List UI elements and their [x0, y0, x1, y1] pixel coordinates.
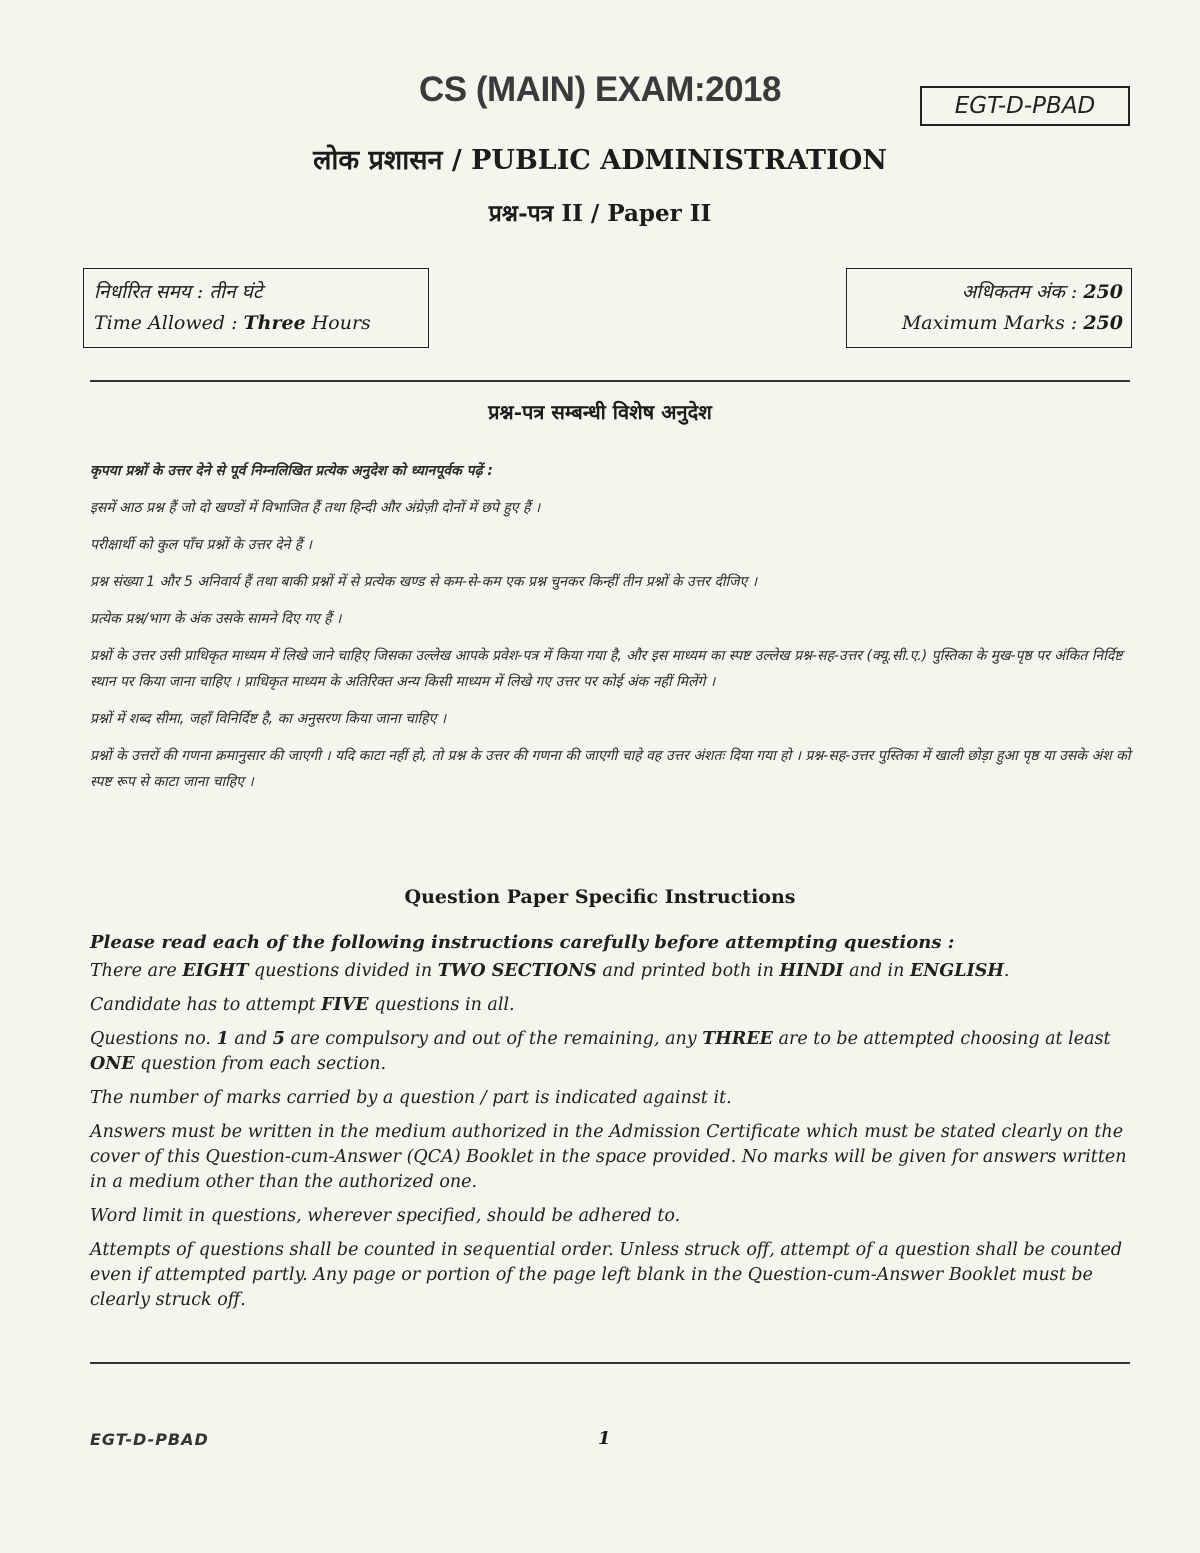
text: .: [1003, 961, 1010, 981]
maximum-marks-hindi: [855, 277, 1123, 308]
time-allowed-box: [83, 268, 429, 348]
text: questions in all.: [368, 995, 515, 1015]
maximum-marks-english: [855, 308, 1123, 339]
time-allowed-prefix: Time Allowed :: [94, 312, 244, 334]
marks-hindi-value: 250: [1083, 281, 1123, 303]
hindi-item: इसमें आठ प्रश्न हैं जो दो खण्डों में विभाजित हैं तथा हिन्दी और अंग्रेज़ी दोनों में छपे हुए हैं ।: [90, 500, 541, 516]
english-lead: Please read each of the following instructions carefully before attempting questions :: [90, 932, 955, 953]
hindi-instructions: [90, 458, 1135, 806]
english-item-5: Answers must be written in the medium authorized in the Admission Certificate which must be stated clearly on the cover of this Question-cum-Answer (QCA) Booklet in the space provided. No marks will be given for answers written in a medium other than the authorized one.: [90, 1122, 1127, 1192]
bottom-divider: [90, 1362, 1130, 1364]
page-number: 1: [598, 1428, 611, 1449]
hindi-item: प्रत्येक प्रश्न/भाग के अंक उसके सामने दिए गए हैं ।: [90, 611, 342, 627]
english-item-4: The number of marks carried by a question / part is indicated against it.: [90, 1088, 732, 1108]
text: and printed both in: [596, 961, 780, 981]
paper-code-box: EGT-D-PBAD: [920, 86, 1130, 126]
hindi-item: प्रश्नों में शब्द सीमा, जहाँ विनिर्दिष्ट है, का अनुसरण किया जाना चाहिए ।: [90, 711, 447, 727]
emphasis: 5: [272, 1029, 285, 1049]
emphasis: ONE: [90, 1054, 135, 1074]
footer-paper-code: EGT-D-PBAD: [90, 1430, 209, 1449]
emphasis: THREE: [702, 1029, 774, 1049]
time-allowed-suffix: Hours: [305, 312, 371, 334]
marks-english-label: Maximum Marks :: [901, 312, 1084, 334]
hindi-instructions-heading: प्रश्न-पत्र सम्बन्धी विशेष अनुदेश: [488, 400, 712, 424]
hindi-item: प्रश्नों के उत्तरों की गणना क्रमानुसार की जाएगी । यदि काटा नहीं हो, तो प्रश्न के उत्तर की गणना की जाएगी चाहे वह उत्तर अंशतः दिया गया हो । प्रश्न-सह-उत्तर पुस्तिका में खाली छोड़ा हुआ पृष्ठ या उसके अंश को स्पष्ट रूप से काटा जाना चाहिए ।: [90, 748, 1131, 790]
exam-title: CS (MAIN) EXAM:2018: [419, 70, 781, 109]
text: Candidate has to attempt: [90, 995, 322, 1015]
english-item-6: Word limit in questions, wherever specified, should be adhered to.: [90, 1206, 681, 1226]
hindi-item: प्रश्नों के उत्तर उसी प्राधिकृत माध्यम में लिखे जाने चाहिए जिसका उल्लेख आपके प्रवेश-पत्र में किया गया है, और इस माध्यम का स्पष्ट उल्लेख प्रश्न-सह-उत्तर (क्यू.सी.ए.) पुस्तिका के मुख-पृष्ठ पर अंकित निर्दिष्ट स्थान पर किया जाना चाहिए । प्राधिकृत माध्यम के अतिरिक्त अन्य किसी माध्यम में लिखे गए उत्तर पर कोई अंक नहीं मिलेंगे ।: [90, 648, 1123, 690]
text: are compulsory and out of the remaining, any: [284, 1029, 703, 1049]
emphasis: TWO SECTIONS: [437, 961, 597, 981]
english-item-2: [90, 993, 1135, 1018]
english-item-3: [90, 1027, 1135, 1077]
maximum-marks-box: [846, 268, 1132, 348]
text: question from each section.: [134, 1054, 387, 1074]
hindi-lead: कृपया प्रश्नों के उत्तर देने से पूर्व निम्नलिखित प्रत्येक अनुदेश को ध्यानपूर्वक पढ़ें :: [90, 463, 493, 479]
emphasis: HINDI: [779, 961, 844, 981]
hindi-item: प्रश्न संख्या 1 और 5 अनिवार्य हैं तथा बाकी प्रश्नों में से प्रत्येक खण्ड से कम-से-कम एक प्रश्न चुनकर किन्हीं तीन प्रश्नों के उत्तर दीजिए ।: [90, 574, 758, 590]
text: are to be attempted choosing at least: [773, 1029, 1111, 1049]
emphasis: 1: [216, 1029, 229, 1049]
marks-english-value: 250: [1083, 312, 1123, 334]
text: There are: [90, 961, 183, 981]
time-allowed-english: [94, 308, 418, 339]
marks-hindi-label: अधिकतम अंक :: [961, 281, 1084, 303]
english-instructions-heading: Question Paper Specific Instructions: [404, 886, 796, 908]
text: Questions no.: [90, 1029, 217, 1049]
paper-number: प्रश्न-पत्र II / Paper II: [488, 200, 712, 227]
top-divider: [90, 380, 1130, 382]
english-item-7: Attempts of questions shall be counted in sequential order. Unless struck off, attempt of a question shall be counted even if attempted partly. Any page or portion of the page left blank in the Question-cum-Answer Booklet must be clearly struck off.: [90, 1240, 1123, 1310]
time-allowed-hindi: निर्धारित समय : तीन घंटे: [94, 281, 263, 303]
subject-title: लोक प्रशासन / PUBLIC ADMINISTRATION: [313, 145, 887, 176]
text: questions divided in: [248, 961, 438, 981]
emphasis: FIVE: [321, 995, 369, 1015]
time-allowed-value: Three: [243, 312, 306, 334]
text: and in: [843, 961, 910, 981]
text: and: [228, 1029, 273, 1049]
english-item-1: [90, 959, 1135, 984]
emphasis: EIGHT: [182, 961, 249, 981]
english-instructions: [90, 930, 1135, 1322]
emphasis: ENGLISH: [909, 961, 1004, 981]
hindi-item: परीक्षार्थी को कुल पाँच प्रश्नों के उत्तर देने हैं ।: [90, 537, 312, 553]
